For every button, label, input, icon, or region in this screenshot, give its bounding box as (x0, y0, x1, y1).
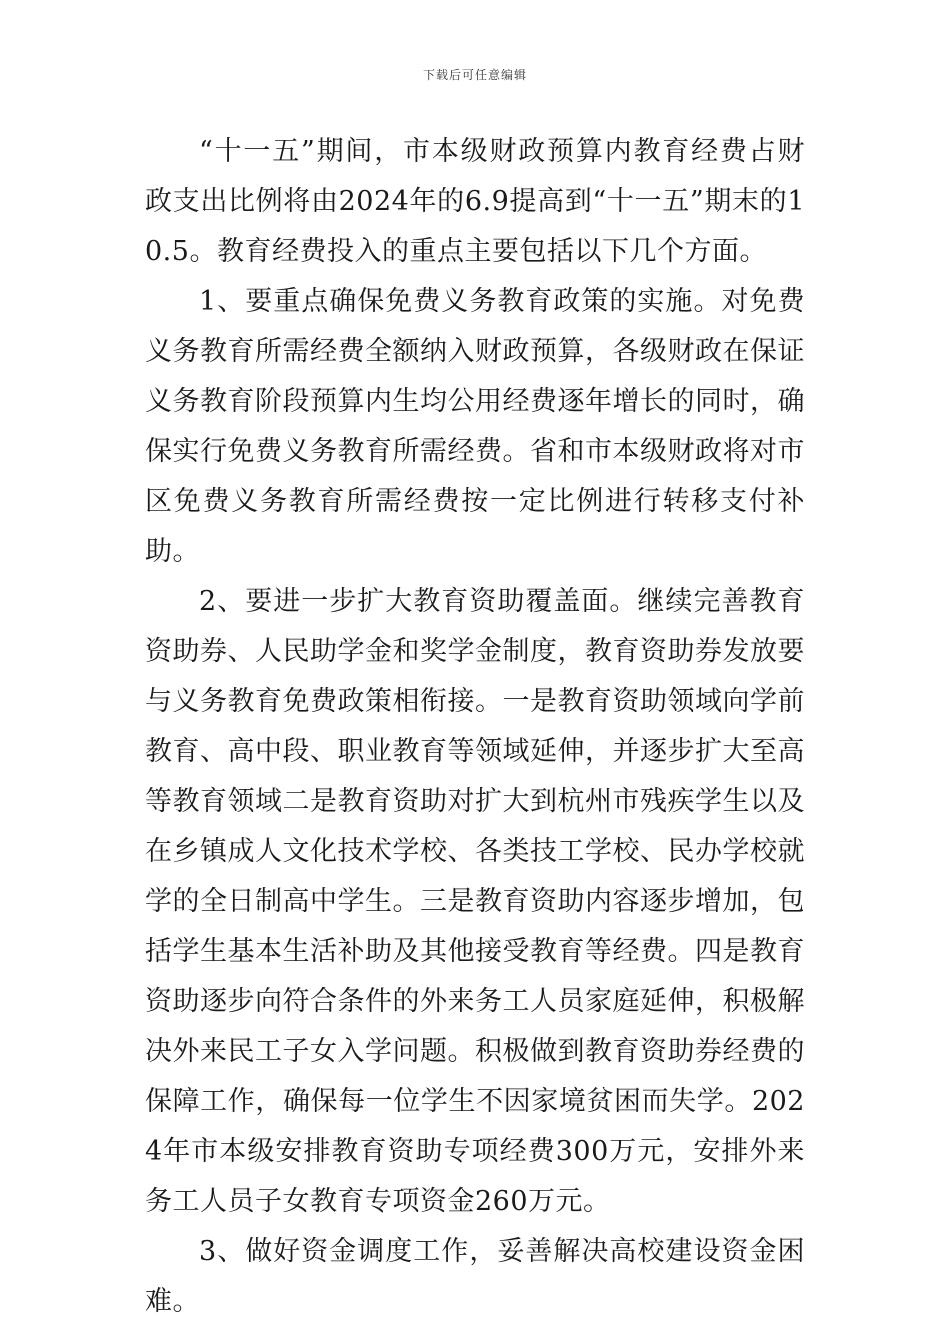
paragraph-intro: “十一五”期间，市本级财政预算内教育经费占财政支出比例将由2024年的6.9提高到“十一五”期末的10.5。教育经费投入的重点主要包括以下几个方面。 (145, 136, 805, 267)
document-body (145, 127, 805, 1327)
page-header-note: 下载后可任意编辑 (422, 68, 527, 82)
paragraph-item-3: 3、做好资金调度工作，妥善解决高校建设资金困难。 (145, 1236, 805, 1317)
paragraph-item-1: 1、要重点确保免费义务教育政策的实施。对免费义务教育所需经费全额纳入财政预算，各级财政在保证义务教育阶段预算内生均公用经费逐年增长的同时，确保实行免费义务教育所需经费。省和市本级财政将对市区免费义务教育所需经费按一定比例进行转移支付补助。 (145, 286, 805, 567)
paragraph-item-2: 2、要进一步扩大教育资助覆盖面。继续完善教育资助券、人民助学金和奖学金制度，教育资助券发放要与义务教育免费政策相衔接。一是教育资助领域向学前教育、高中段、职业教育等领域延伸，并逐步扩大至高等教育领域二是教育资助对扩大到杭州市残疾学生以及在乡镇成人文化技术学校、各类技工学校、民办学校就学的全日制高中学生。三是教育资助内容逐步增加，包括学生基本生活补助及其他接受教育等经费。四是教育资助逐步向符合条件的外来务工人员家庭延伸，积极解决外来民工子女入学问题。积极做到教育资助券经费的保障工作，确保每一位学生不因家境贫困而失学。2024年市本级安排教育资助专项经费300万元，安排外来务工人员子女教育专项资金260万元。 (145, 586, 805, 1217)
